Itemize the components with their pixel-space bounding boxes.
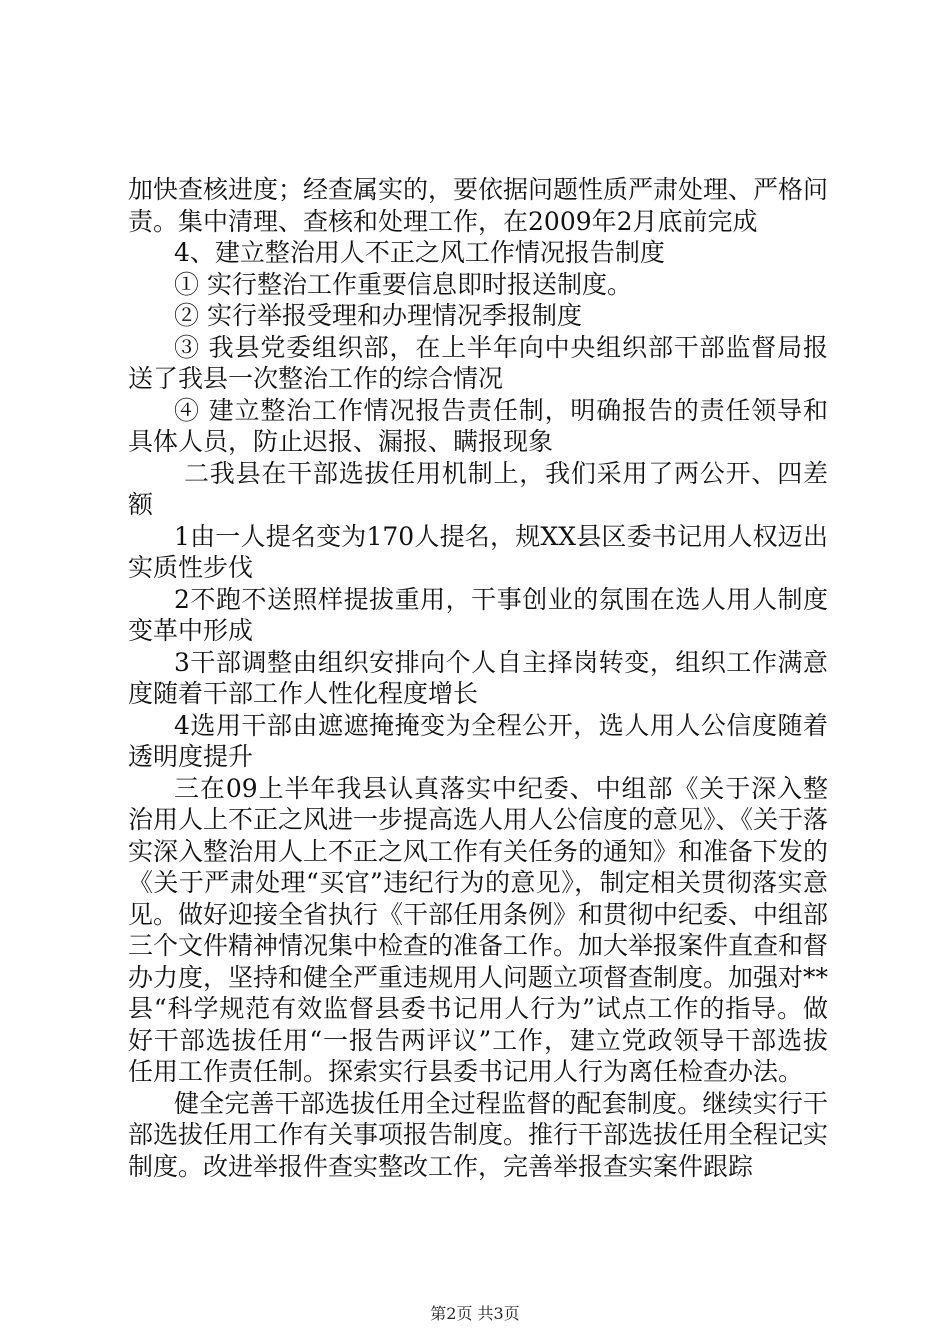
paragraph: 3干部调整由组织安排向个人自主择岗转变，组织工作满意度随着干部工作人性化程度增长 <box>128 647 828 708</box>
paragraph: 4、建立整治用人不正之风工作情况报告制度 <box>174 238 665 267</box>
paragraph: 1由一人提名变为170人提名，规XX县区委书记用人权迈出实质性步伐 <box>128 521 828 582</box>
section-heading: 二我县在干部选拔任用机制上，我们采用了两公开、四差额 <box>128 458 828 519</box>
paragraph: ④ 建立整治工作情况报告责任制，明确报告的责任领导和具体人员，防止迟报、漏报、瞒报现象 <box>128 395 828 456</box>
paragraph: 2不跑不送照样提拔重用，干事创业的氛围在选人用人制度变革中形成 <box>128 584 828 645</box>
paragraph: 加快查核进度；经查属实的，要依据问题性质严肃处理、严格问责。集中清理、查核和处理工作，在2009年2月底前完成 <box>128 175 829 236</box>
page-number-footer: 第2页 共3页 <box>430 1304 520 1323</box>
paragraph: ③ 我县党委组织部，在上半年向中央组织部干部监督局报送了我县一次整治工作的综合情况 <box>128 332 828 393</box>
paragraph: 三在09上半年我县认真落实中纪委、中组部《关于深入整治用人上不正之风进一步提高选人用人公信度的意见》、《关于落实深入整治用人上不正之风工作有关任务的通知》和准备下发的《关于严肃处理“买官”违纪行为的意见》，制定相关贯彻落实意见。做好迎接全省执行《干部任用条例》和贯彻中纪委、中组部三个文件精神情况集中检查的准备工作。加大举报案件直查和督办力度，坚持和健全严重违规用人问题立项督查制度。加强对**县“科学规范有效监督县委书记用人行为”试点工作的指导。做好干部选拔任用“一报告两评议”工作，建立党政领导干部选拔任用工作责任制。探索实行县委书记用人行为离任检查办法。 <box>128 773 829 1086</box>
paragraph: ① 实行整治工作重要信息即时报送制度。 <box>174 269 632 299</box>
paragraph: ② 实行举报受理和办理情况季报制度 <box>174 301 582 330</box>
document-body <box>128 174 828 1182</box>
paragraph: 健全完善干部选拔任用全过程监督的配套制度。继续实行干部选拔任用工作有关事项报告制度。推行干部选拔任用全程记实制度。改进举报件查实整改工作，完善举报查实案件跟踪 <box>128 1088 829 1181</box>
paragraph: 4选用干部由遮遮掩掩变为全程公开，选人用人公信度随着透明度提升 <box>128 710 828 771</box>
